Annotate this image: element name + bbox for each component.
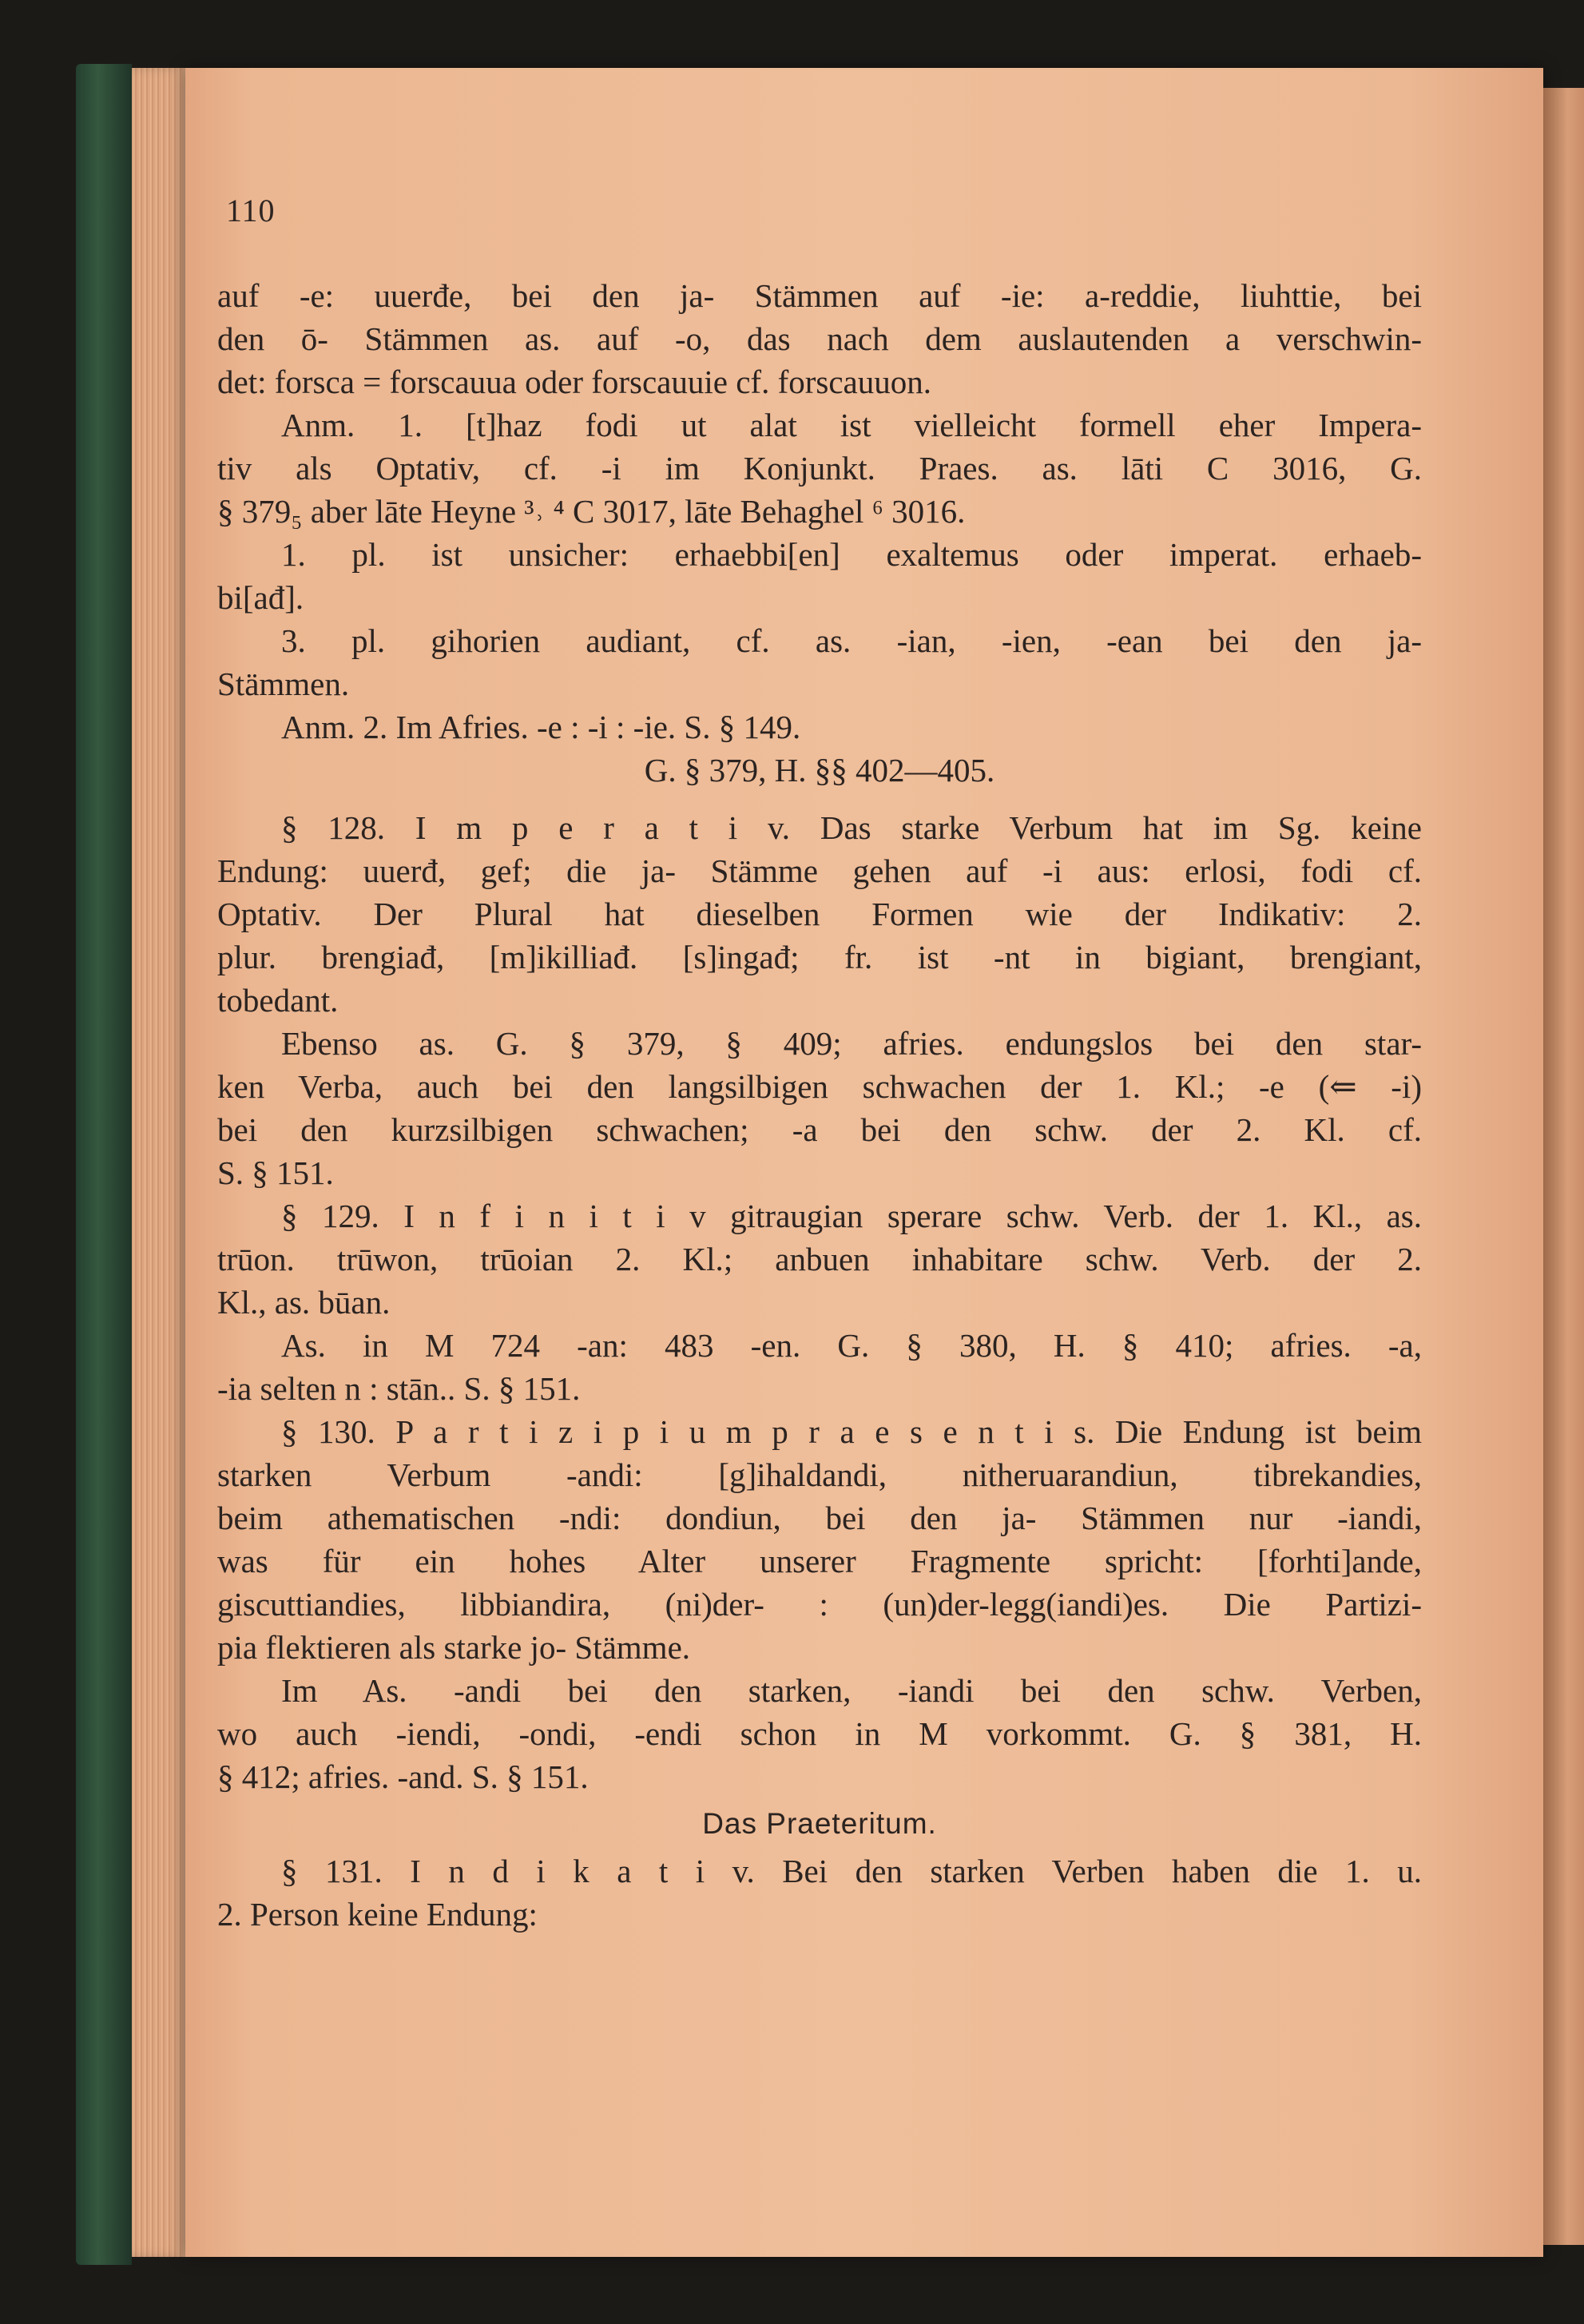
text-line: trūon. trūwon, trūoian 2. Kl.; anbuen inhabitare schw. Verb. der 2. <box>217 1241 1422 1277</box>
text-line: giscuttiandies, libbiandira, (ni)der- : (un)der-legg(iandi)es. Die Partizi- <box>217 1586 1422 1623</box>
text-line: tobedant. <box>217 982 339 1019</box>
text-line: starken Verbum -andi: [g]ihaldandi, nitheruarandiun, tibrekandies, <box>217 1456 1422 1493</box>
text-line: den ō- Stämmen as. auf -o, das nach dem auslautenden a verschwin- <box>217 320 1422 357</box>
page-text <box>217 274 1422 1936</box>
text-line: § 412; afries. -and. S. § 151. <box>217 1758 589 1795</box>
section-heading: Das Praeteritum. <box>702 1807 937 1840</box>
text-line: pia flektieren als starke jo- Stämme. <box>217 1629 691 1666</box>
text-line: Anm. 2. Im Afries. -e : -i : -ie. S. § 149. <box>281 709 801 745</box>
text-line: ken Verba, auch bei den langsilbigen schwachen der 1. Kl.; -e (⇐ -i) <box>217 1068 1422 1105</box>
page-edges <box>132 68 188 2257</box>
text-line: bei den kurzsilbigen schwachen; -a bei den schw. der 2. Kl. cf. <box>217 1111 1422 1148</box>
text-line: S. § 151. <box>217 1154 334 1191</box>
text-line: 2. Person keine Endung: <box>217 1896 538 1933</box>
text-line: wo auch -iendi, -ondi, -endi schon in M vorkommt. G. § 381, H. <box>217 1715 1422 1752</box>
text-line: § 129. I n f i n i t i v gitraugian sperare schw. Verb. der 1. Kl., as. <box>281 1198 1422 1234</box>
text-line: plur. brengiađ, [m]ikilliađ. [s]ingađ; fr. ist -nt in bigiant, brengiant, <box>217 939 1422 975</box>
text-line: beim athematischen -ndi: dondiun, bei den ja- Stämmen nur -iandi, <box>217 1500 1422 1536</box>
text-line: tiv als Optativ, cf. -i im Konjunkt. Praes. as. lāti C 3016, G. <box>217 450 1422 487</box>
text-line: Im As. -andi bei den starken, -iandi bei den schw. Verben, <box>281 1672 1422 1709</box>
text-line: Optativ. Der Plural hat dieselben Formen wie der Indikativ: 2. <box>217 896 1422 932</box>
text-line: det: forsca = forscauua oder forscauuie cf. forscauuon. <box>217 363 931 400</box>
text-line: Kl., as. būan. <box>217 1284 391 1321</box>
text-line: § 128. I m p e r a t i v. Das starke Verbum hat im Sg. keine <box>281 809 1422 846</box>
text-line: auf -e: uuerđe, bei den ja- Stämmen auf -ie: a-reddie, liuhttie, bei <box>217 277 1422 314</box>
book-spine <box>76 64 132 2265</box>
text-line: 3. pl. gihorien audiant, cf. as. -ian, -ien, -ean bei den ja- <box>281 622 1422 659</box>
text-line: G. § 379, H. §§ 402—405. <box>644 752 995 789</box>
text-line: was für ein hohes Alter unserer Fragmente spricht: [forhti]ande, <box>217 1543 1422 1579</box>
text-line: § 131. I n d i k a t i v. Bei den starken Verben haben die 1. u. <box>281 1853 1422 1889</box>
text-line: 1. pl. ist unsicher: erhaebbi[en] exaltemus oder imperat. erhaeb- <box>281 536 1422 573</box>
text-line: Endung: uuerđ, gef; die ja- Stämme gehen auf -i aus: erlosi, fodi cf. <box>217 852 1422 889</box>
text-line: Stämmen. <box>217 665 350 702</box>
text-line: bi[ađ]. <box>217 579 304 616</box>
text-line: § 379₅ aber lāte Heyne ³˒ ⁴ C 3017, lāte Behaghel ⁶ 3016. <box>217 493 966 530</box>
text-line: -ia selten n : stān.. S. § 151. <box>217 1370 581 1407</box>
text-line: § 130. P a r t i z i p i u m p r a e s e n t i s. Die Endung ist beim <box>281 1413 1422 1450</box>
text-line: As. in M 724 -an: 483 -en. G. § 380, H. § 410; afries. -a, <box>281 1327 1422 1364</box>
facing-page-edge <box>1543 88 1584 2245</box>
text-line: Ebenso as. G. § 379, § 409; afries. endungslos bei den star- <box>281 1025 1422 1062</box>
page-number: 110 <box>226 193 276 228</box>
text-line: Anm. 1. [t]haz fodi ut alat ist vielleicht formell eher Impera- <box>281 407 1422 443</box>
